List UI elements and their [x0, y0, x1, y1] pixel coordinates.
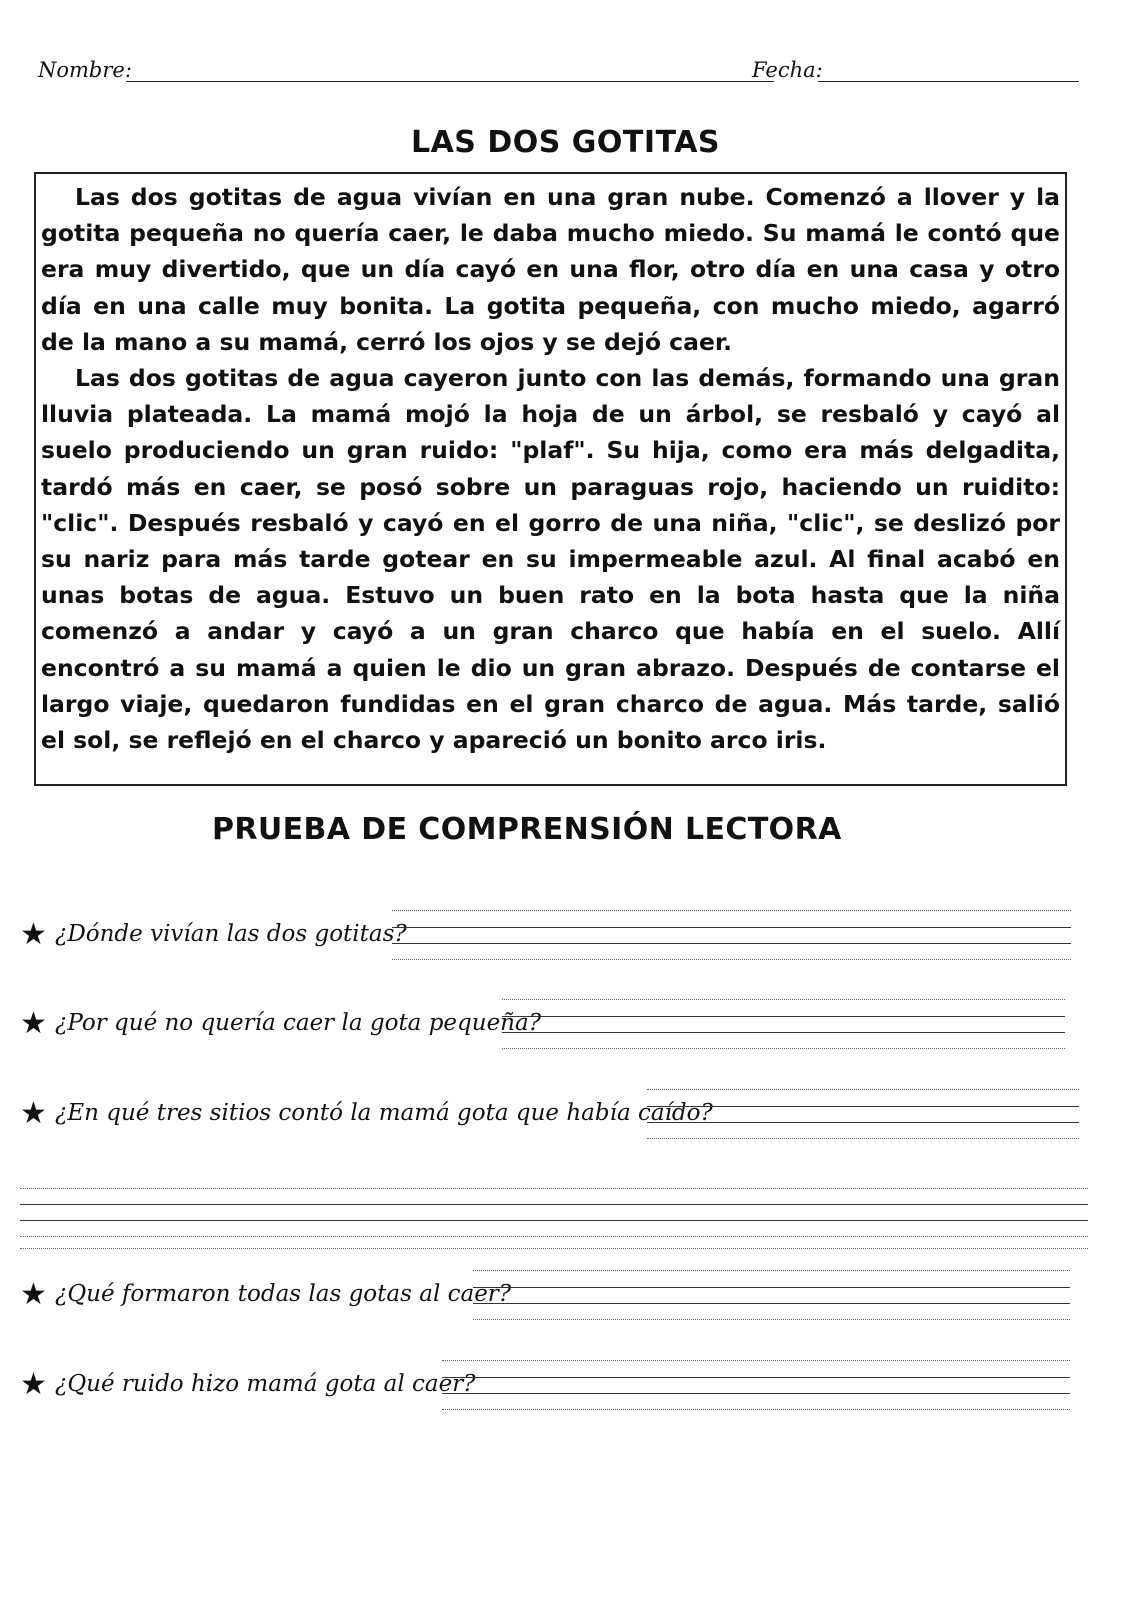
star-icon: ★ [20, 1096, 47, 1131]
star-icon: ★ [20, 917, 47, 952]
name-field[interactable] [126, 80, 774, 82]
worksheet-header [38, 52, 1079, 92]
name-label: Nombre: [38, 58, 132, 82]
question-text: ¿Por qué no quería caer la gota pequeña? [55, 1010, 542, 1036]
question-text: ¿Qué formaron todas las gotas al caer? [55, 1281, 512, 1307]
question-4 [20, 1260, 1091, 1320]
question-text: ¿Qué ruido hizo mamá gota al caer? [55, 1371, 476, 1397]
comprehension-title: PRUEBA DE COMPRENSIÓN LECTORA [212, 812, 842, 847]
answer-lines[interactable] [473, 1260, 1070, 1320]
answer-lines[interactable] [647, 1079, 1079, 1139]
star-icon: ★ [20, 1277, 47, 1312]
question-3 [20, 1079, 1091, 1139]
answer-lines[interactable] [20, 1188, 1088, 1256]
story-box [34, 172, 1067, 786]
date-field[interactable] [818, 80, 1079, 82]
answer-lines[interactable] [442, 1350, 1070, 1410]
question-2 [20, 989, 1091, 1049]
date-label: Fecha: [752, 58, 823, 82]
question-text: ¿Dónde vivían las dos gotitas? [55, 921, 407, 947]
story-paragraph-2: Las dos gotitas de agua cayeron junto con las demás, formando una gran lluvia plateada. La mamá mojó la hoja de un árbol, se resbaló y cayó al suelo produciendo un gran ruido: "plaf". Su hija, como era más delgadita, tardó más en caer, se posó sobre un paraguas rojo, haciendo un ruidito: "clic". Después resbaló y cayó en el gorro de una niña, "clic", se deslizó por su nariz para más tarde gotear en su impermeable azul. Al final acabó en unas botas de agua. Estuvo un buen rato en la bota hasta que la niña comenzó a andar y cayó a un gran charco que había en el suelo. Allí encontró a su mamá a quien le dio un gran abrazo. Después de contarse el largo viaje, quedaron fundidas en el gran charco de agua. Más tarde, salió el sol, se reflejó en el charco y apareció un bonito arco iris. [41, 364, 1060, 755]
story-paragraph-1: Las dos gotitas de agua vivían en una gran nube. Comenzó a llover y la gotita pequeña no quería caer, le daba mucho miedo. Su mamá le contó que era muy divertido, que un día cayó en una flor, otro día en una casa y otro día en una calle muy bonita. La gotita pequeña, con mucho miedo, agarró de la mano a su mamá, cerró los ojos y se dejó caer. [41, 183, 1060, 356]
star-icon: ★ [20, 1367, 47, 1402]
question-text: ¿En qué tres sitios contó la mamá gota que había caído? [55, 1100, 713, 1126]
question-5 [20, 1350, 1091, 1410]
story-title: LAS DOS GOTITAS [410, 125, 721, 160]
question-1 [20, 900, 1091, 960]
answer-lines[interactable] [502, 989, 1065, 1049]
star-icon: ★ [20, 1006, 47, 1041]
answer-lines[interactable] [392, 900, 1071, 960]
